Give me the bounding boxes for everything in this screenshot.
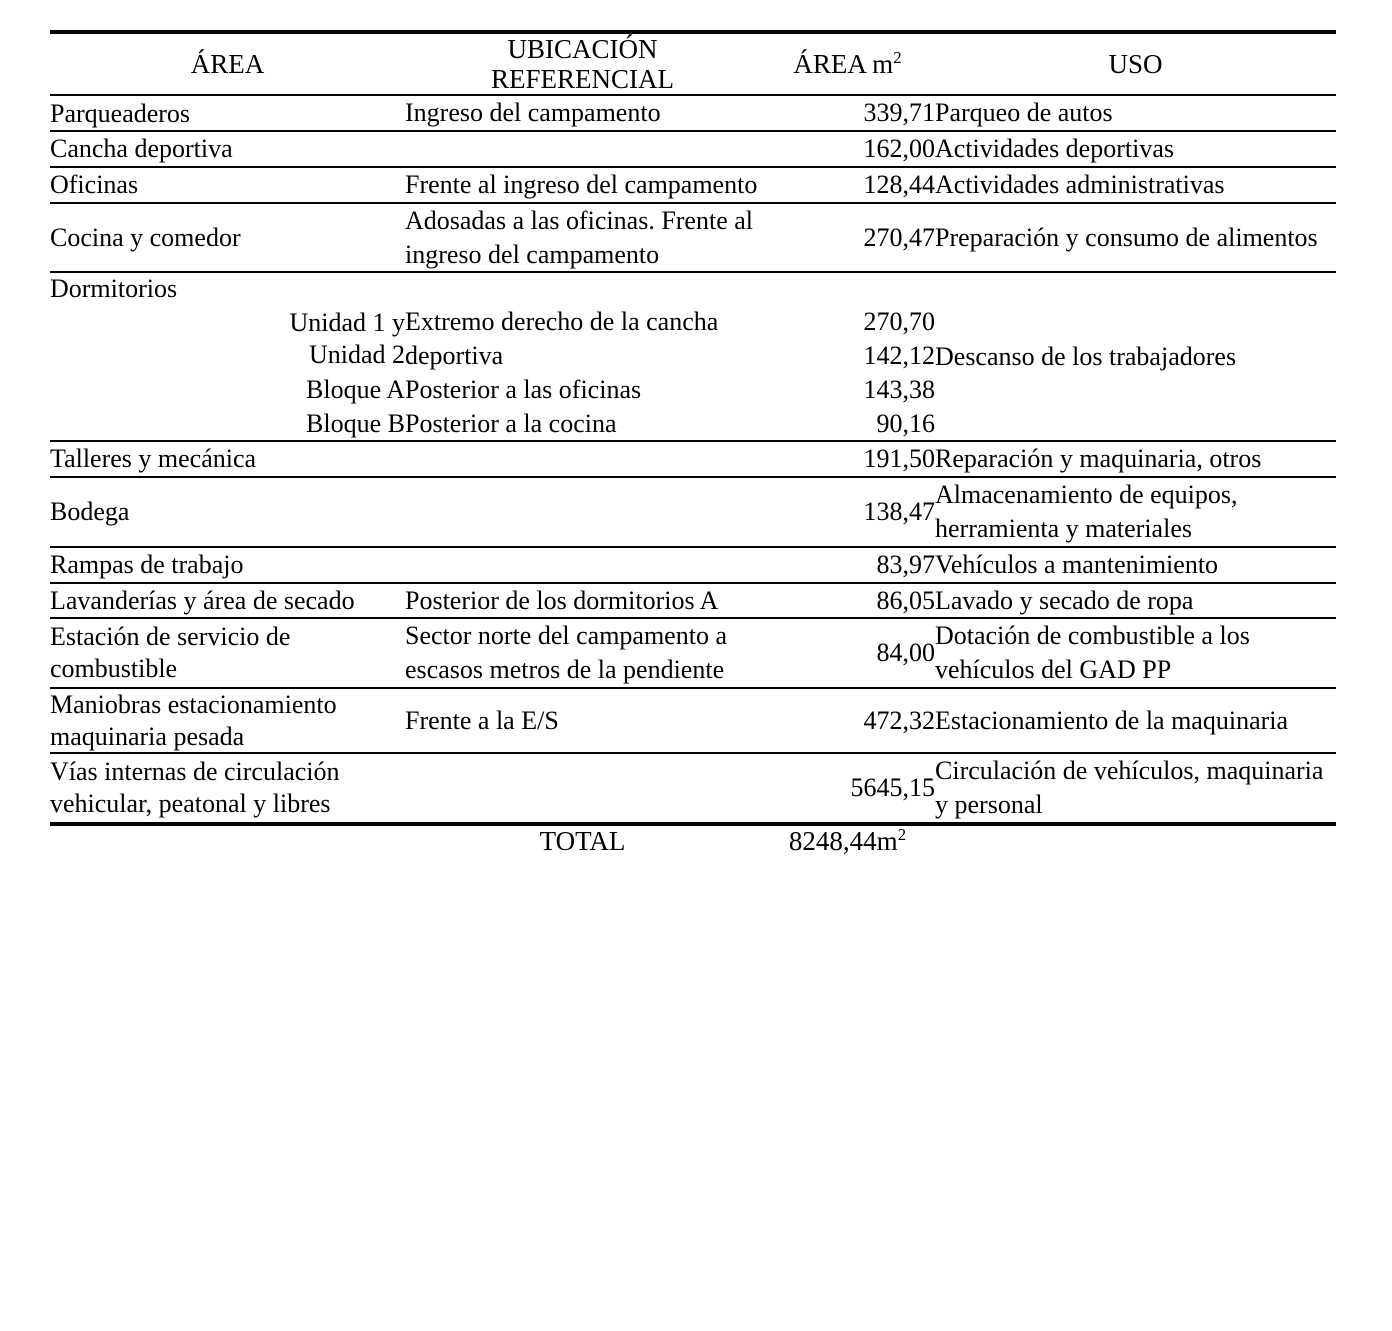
cell-area-m2: 472,32: [863, 705, 935, 735]
cell-uso: Lavado y secado de ropa: [935, 585, 1194, 615]
column-header-ubicacion: [405, 32, 760, 95]
cell-area: Bodega: [50, 497, 130, 527]
cell-area-m2-subunit: [760, 305, 935, 373]
cell-area-m2-line1: 270,70: [863, 307, 935, 337]
cell-area-m2: 162,00: [863, 134, 935, 164]
total-label: TOTAL: [539, 825, 626, 856]
cell-ubicacion: Frente a la E/S: [405, 705, 559, 735]
table-row: [50, 583, 1336, 619]
cell-ubicacion: [405, 477, 760, 547]
total-spacer: [50, 824, 405, 857]
column-header-ubicacion-line2: REFERENCIAL: [490, 64, 674, 95]
table-body: [50, 95, 1336, 857]
total-value-number: 8248,44m: [788, 825, 898, 856]
cell-uso-dormitorios: Descanso de los trabajadores: [935, 342, 1237, 371]
cell-area-m2: 90,16: [876, 408, 935, 438]
cell-uso: Actividades administrativas: [935, 170, 1225, 200]
cell-ubicacion: Frente al ingreso del campamento: [405, 170, 758, 200]
cell-uso: Reparación y maquinaria, otros: [935, 444, 1262, 474]
cell-ubicacion: [405, 547, 760, 583]
table-row: [50, 441, 1336, 477]
cell-uso: Parqueo de autos: [935, 98, 1113, 128]
cell-uso: Dotación de combustible a los vehículos del GAD PP: [935, 621, 1250, 685]
cell-uso: Circulación de vehículos, maquinaria y personal: [935, 756, 1324, 820]
cell-area-subunit: Bloque B: [306, 408, 405, 438]
table-row: [50, 688, 1336, 753]
total-value-superscript: 2: [897, 824, 907, 844]
cell-area: Estación de servicio de combustible: [50, 622, 291, 684]
cell-ubicacion: Sector norte del campamento a escasos metros de la pendiente: [405, 621, 727, 685]
table-row: [50, 95, 1336, 131]
cell-area-m2: 143,38: [863, 374, 935, 404]
cell-area: Cancha deportiva: [50, 134, 233, 164]
cell-area-m2: 86,05: [876, 585, 935, 615]
cell-ubicacion: Extremo derecho de la cancha deportiva: [405, 307, 719, 370]
column-header-ubicacion-line1: UBICACIÓN: [507, 34, 658, 64]
total-value: [760, 824, 935, 857]
cell-ubicacion: [405, 753, 760, 824]
cell-area-m2: 83,97: [876, 549, 935, 579]
cell-ubicacion: Posterior de los dormitorios A: [405, 585, 719, 615]
cell-ubicacion: Posterior a la cocina: [405, 408, 617, 438]
cell-uso: Vehículos a mantenimiento: [935, 549, 1219, 579]
table-row: [50, 131, 1336, 167]
table-row: [50, 203, 1336, 273]
cell-ubicacion: Posterior a las oficinas: [405, 374, 642, 404]
cell-ubicacion: Adosadas a las oficinas. Frente al ingreso del campamento: [405, 205, 754, 269]
cell-area-m2: 270,47: [863, 222, 935, 252]
header-row: [50, 32, 1336, 95]
column-header-area-m2: [760, 32, 935, 95]
cell-area-dormitorios: Dormitorios: [50, 274, 178, 304]
cell-area-subunit-line1: Unidad 1 y: [289, 308, 405, 338]
column-header-area: ÁREA: [190, 49, 265, 80]
cell-area-m2: [760, 272, 935, 305]
table-row: [50, 618, 1336, 688]
cell-area-m2: 138,47: [863, 497, 935, 527]
cell-area: Parqueaderos: [50, 98, 191, 128]
table-header: [50, 32, 1336, 95]
cell-area-m2: 5645,15: [850, 773, 935, 803]
cell-ubicacion: Ingreso del campamento: [405, 98, 661, 128]
cell-area: Talleres y mecánica: [50, 444, 257, 474]
areas-table: [50, 30, 1336, 857]
cell-ubicacion: [405, 131, 760, 167]
table-row: [50, 753, 1336, 824]
cell-area-subunit: Bloque A: [306, 374, 405, 404]
table-row: [50, 547, 1336, 583]
table-row-total: [50, 824, 1336, 857]
cell-uso: Actividades deportivas: [935, 134, 1174, 164]
cell-area: Maniobras estacionamiento maquinaria pesada: [50, 689, 337, 751]
cell-area: Lavanderías y área de secado: [50, 585, 355, 615]
column-header-area-m2-label: ÁREA m: [793, 49, 894, 80]
cell-uso: Estacionamiento de la maquinaria: [935, 705, 1289, 735]
cell-uso: Preparación y consumo de alimentos: [935, 222, 1318, 252]
cell-area-m2: 339,71: [863, 98, 935, 128]
cell-area-subunit: [50, 305, 405, 373]
cell-ubicacion: [405, 272, 760, 305]
cell-ubicacion: [405, 441, 760, 477]
table-row: [50, 477, 1336, 547]
cell-area-m2: 191,50: [863, 444, 935, 474]
cell-area-m2-line2: 142,12: [863, 340, 935, 370]
cell-area: Oficinas: [50, 170, 139, 200]
column-header-uso: USO: [1108, 49, 1163, 80]
cell-area: Cocina y comedor: [50, 222, 241, 252]
cell-uso: Almacenamiento de equipos, herramienta y materiales: [935, 480, 1238, 543]
cell-area-subunit-line2: Unidad 2: [308, 339, 405, 369]
cell-area: Rampas de trabajo: [50, 549, 244, 579]
table-row-dormitorios-group: [50, 272, 1336, 305]
cell-area: Vías internas de circulación vehicular, peatonal y libres: [50, 757, 340, 819]
cell-area-m2: 84,00: [876, 638, 935, 668]
cell-area-m2: 128,44: [863, 170, 935, 200]
total-spacer-right: [935, 824, 1336, 857]
table-row: [50, 167, 1336, 203]
column-header-area-m2-superscript: 2: [893, 48, 902, 68]
